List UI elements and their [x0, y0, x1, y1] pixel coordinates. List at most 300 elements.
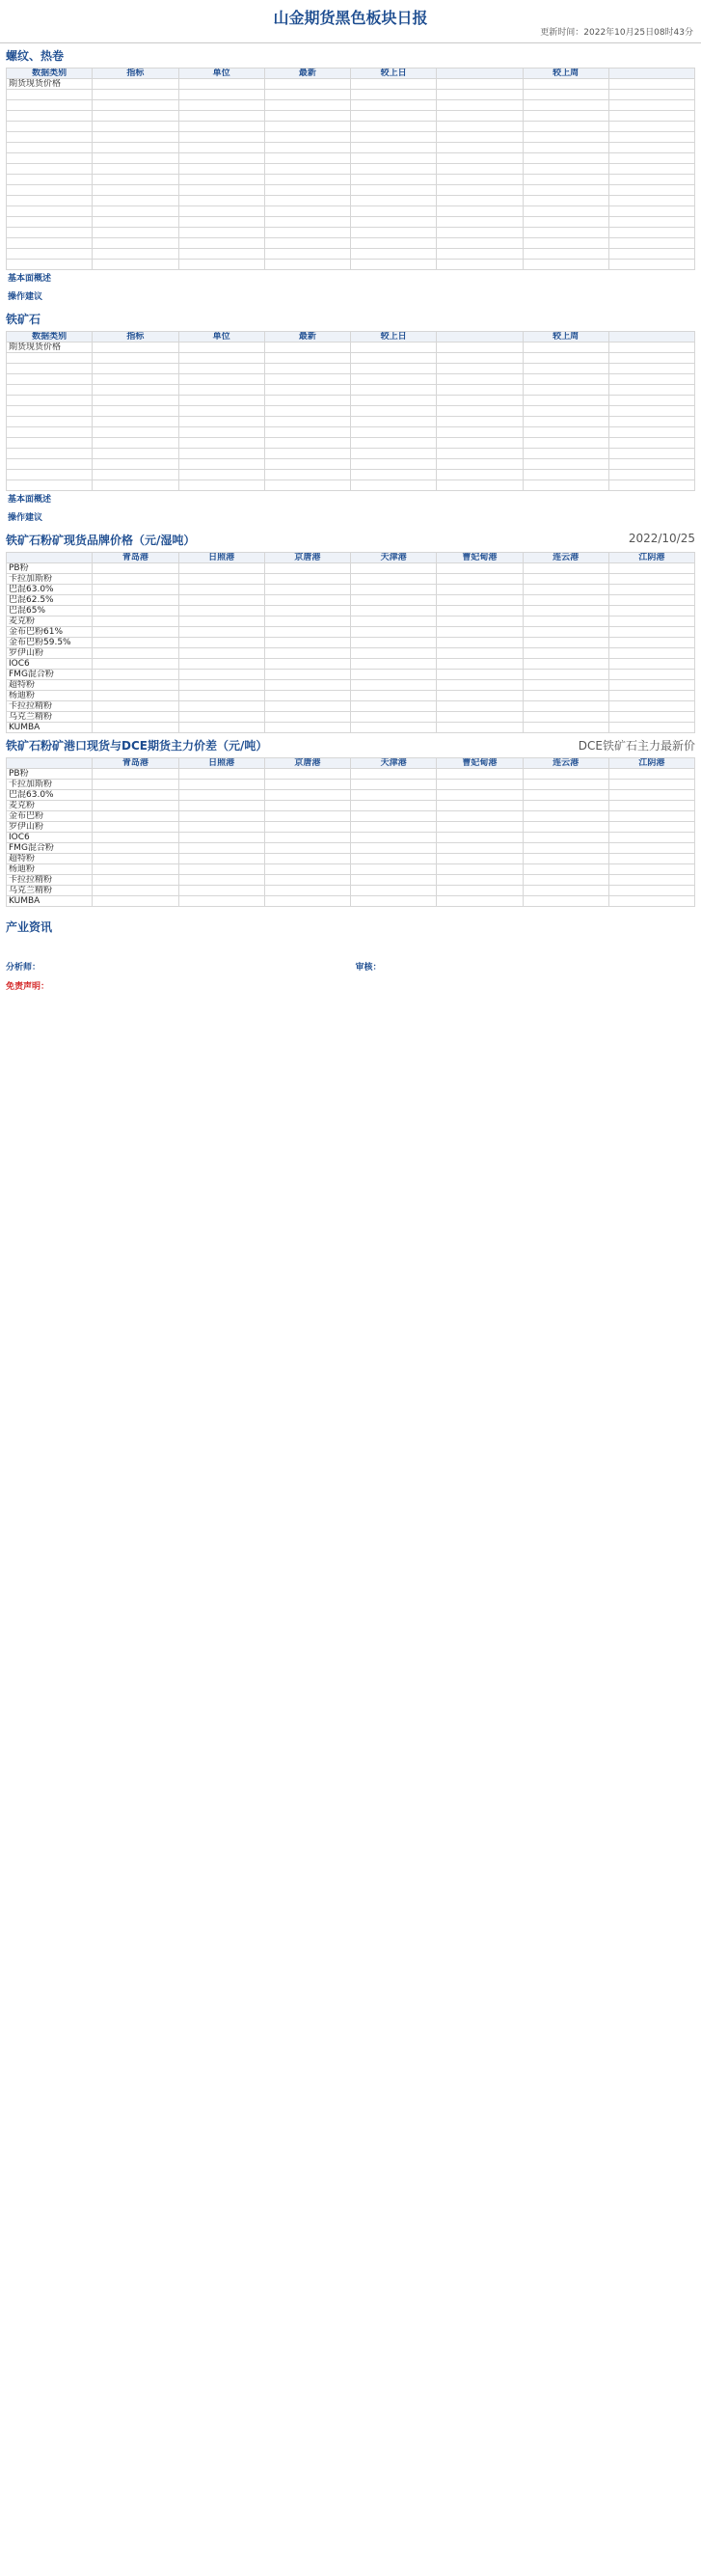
table-cell	[178, 638, 264, 648]
table-cell	[7, 480, 93, 491]
table-cell	[93, 175, 178, 185]
disclaimer-text	[6, 993, 695, 1000]
table-cell	[608, 249, 694, 260]
table-cell	[351, 680, 437, 691]
table-cell	[351, 406, 437, 417]
table-cell	[7, 185, 93, 196]
table-cell	[437, 132, 523, 143]
table-cell	[178, 79, 264, 90]
table-row	[7, 249, 695, 260]
table-cell: 巴混65%	[7, 606, 93, 617]
table-cell	[523, 185, 608, 196]
table-cell: 巴混63.0%	[7, 585, 93, 595]
section-brand-prices	[6, 528, 695, 733]
table-cell	[437, 864, 523, 875]
table-cell	[264, 353, 350, 364]
table-cell	[608, 864, 694, 875]
table-cell	[178, 595, 264, 606]
table-cell	[178, 364, 264, 374]
table-row	[7, 438, 695, 449]
col-header: 天津港	[351, 758, 437, 769]
col-header: 最新	[264, 69, 350, 79]
table-cell	[437, 790, 523, 801]
table-cell: 巴混62.5%	[7, 595, 93, 606]
table-cell	[178, 374, 264, 385]
table-cell	[264, 111, 350, 122]
table-cell	[608, 563, 694, 574]
table-cell	[264, 470, 350, 480]
table-cell	[351, 585, 437, 595]
table-cell	[178, 833, 264, 843]
table-cell	[523, 364, 608, 374]
col-header: 较上周	[523, 332, 608, 343]
table-cell	[264, 238, 350, 249]
table-cell: 罗伊山粉	[7, 648, 93, 659]
table-cell	[93, 470, 178, 480]
table-cell	[351, 595, 437, 606]
table-cell	[351, 691, 437, 701]
table-cell	[351, 79, 437, 90]
table-cell	[351, 886, 437, 896]
table-cell	[351, 175, 437, 185]
table-cell	[264, 480, 350, 491]
table-cell: 卡拉加斯粉	[7, 780, 93, 790]
section-title: 铁矿石	[6, 313, 41, 326]
table-cell	[608, 353, 694, 364]
table-cell	[264, 886, 350, 896]
table-cell	[264, 896, 350, 907]
ops-block	[6, 288, 695, 307]
table-cell	[523, 427, 608, 438]
spread-row	[7, 769, 695, 780]
col-header: 较上日	[351, 69, 437, 79]
table-row	[7, 175, 695, 185]
table-cell	[264, 459, 350, 470]
table-cell	[351, 617, 437, 627]
table-cell	[351, 801, 437, 811]
table-cell	[437, 238, 523, 249]
table-cell	[608, 449, 694, 459]
table-cell	[437, 449, 523, 459]
table-cell	[523, 875, 608, 886]
table-cell	[351, 385, 437, 396]
table-cell: FMG混合粉	[7, 670, 93, 680]
table-cell	[264, 427, 350, 438]
table-cell	[178, 385, 264, 396]
table-cell	[178, 164, 264, 175]
table-row	[7, 449, 695, 459]
table-cell	[608, 175, 694, 185]
table-cell	[608, 438, 694, 449]
table-cell	[178, 854, 264, 864]
table-cell	[523, 470, 608, 480]
table-cell	[264, 196, 350, 206]
table-cell	[178, 670, 264, 680]
table-cell	[523, 449, 608, 459]
table-cell	[178, 617, 264, 627]
table-cell	[523, 343, 608, 353]
table-cell	[608, 659, 694, 670]
table-cell: KUMBA	[7, 723, 93, 733]
table-cell	[608, 723, 694, 733]
table-cell	[608, 480, 694, 491]
table-row	[7, 470, 695, 480]
table-cell	[178, 122, 264, 132]
table-cell	[264, 217, 350, 228]
table-cell	[437, 111, 523, 122]
table-cell	[93, 374, 178, 385]
table-cell	[93, 385, 178, 396]
table-cell	[351, 260, 437, 270]
table-cell	[93, 249, 178, 260]
spread-row	[7, 864, 695, 875]
table-cell	[608, 670, 694, 680]
table-cell	[437, 417, 523, 427]
table-cell	[7, 217, 93, 228]
table-cell	[178, 822, 264, 833]
table-cell	[178, 111, 264, 122]
table-cell	[351, 132, 437, 143]
table-cell	[264, 364, 350, 374]
spread-row	[7, 833, 695, 843]
table-cell	[523, 617, 608, 627]
table-cell	[264, 164, 350, 175]
table-cell	[7, 164, 93, 175]
table-cell	[523, 228, 608, 238]
table-cell	[178, 585, 264, 595]
col-header: 较上周	[523, 69, 608, 79]
brand-row	[7, 574, 695, 585]
table-cell	[264, 185, 350, 196]
industry-p2	[6, 946, 695, 954]
table-cell	[437, 228, 523, 238]
table-cell	[264, 595, 350, 606]
table-cell	[437, 196, 523, 206]
table-cell	[264, 90, 350, 100]
table-cell	[178, 811, 264, 822]
table-cell	[93, 670, 178, 680]
table-cell	[264, 801, 350, 811]
table-cell	[523, 406, 608, 417]
table-cell	[523, 175, 608, 185]
table-cell	[608, 385, 694, 396]
brand-row	[7, 627, 695, 638]
table-cell	[93, 196, 178, 206]
table-cell	[7, 90, 93, 100]
section-title: 螺纹、热卷	[6, 49, 65, 63]
table-cell	[93, 185, 178, 196]
table-cell	[7, 196, 93, 206]
table-cell	[264, 343, 350, 353]
table-row	[7, 164, 695, 175]
table-cell	[178, 886, 264, 896]
table-cell	[523, 196, 608, 206]
table-row	[7, 185, 695, 196]
table-cell	[351, 864, 437, 875]
brand-row	[7, 595, 695, 606]
table-cell	[523, 217, 608, 228]
table-cell	[264, 143, 350, 153]
table-cell	[608, 780, 694, 790]
table-cell	[437, 691, 523, 701]
table-cell	[93, 364, 178, 374]
table-cell	[264, 385, 350, 396]
table-cell	[351, 670, 437, 680]
table-cell	[7, 438, 93, 449]
table-cell	[608, 396, 694, 406]
table-cell	[608, 427, 694, 438]
table-cell	[437, 723, 523, 733]
table-cell	[608, 343, 694, 353]
table-cell	[178, 238, 264, 249]
brand-row	[7, 638, 695, 648]
table-cell: 乌克兰精粉	[7, 886, 93, 896]
table-cell	[178, 185, 264, 196]
table-cell	[523, 111, 608, 122]
col-header: 青岛港	[93, 553, 178, 563]
table-cell	[351, 896, 437, 907]
table-cell	[437, 712, 523, 723]
table-cell	[608, 100, 694, 111]
disclaimer	[6, 981, 695, 1000]
table-cell: 巴混63.0%	[7, 790, 93, 801]
table-cell: FMG混合粉	[7, 843, 93, 854]
table-cell	[93, 132, 178, 143]
table-cell: 金布巴粉61%	[7, 627, 93, 638]
table-cell	[178, 864, 264, 875]
table-cell	[523, 238, 608, 249]
table-cell	[7, 385, 93, 396]
table-cell	[178, 606, 264, 617]
col-header: 江阴港	[608, 758, 694, 769]
analyst-block	[6, 962, 695, 973]
table-cell	[608, 833, 694, 843]
table-cell	[93, 801, 178, 811]
brand-row	[7, 659, 695, 670]
table-cell	[523, 843, 608, 854]
table-cell	[264, 811, 350, 822]
table-cell	[608, 822, 694, 833]
table-cell	[93, 790, 178, 801]
table-cell: 麦克粉	[7, 801, 93, 811]
table-cell	[523, 385, 608, 396]
table-cell	[264, 701, 350, 712]
table-cell	[93, 228, 178, 238]
brand-row	[7, 680, 695, 691]
col-header: 日照港	[178, 553, 264, 563]
table-cell	[437, 406, 523, 417]
table-cell	[351, 238, 437, 249]
table-cell	[523, 353, 608, 364]
table-cell	[437, 617, 523, 627]
table-cell	[437, 185, 523, 196]
table-cell	[7, 364, 93, 374]
table-cell	[351, 427, 437, 438]
col-header: 曹妃甸港	[437, 758, 523, 769]
spread-row	[7, 822, 695, 833]
table-cell	[437, 353, 523, 364]
header	[0, 0, 701, 43]
table-cell	[437, 217, 523, 228]
table-cell	[608, 712, 694, 723]
table-cell	[523, 153, 608, 164]
table-cell	[608, 801, 694, 811]
table-cell	[351, 854, 437, 864]
table-cell	[93, 691, 178, 701]
section-rebar-hrc	[6, 43, 695, 307]
table-cell: 麦克粉	[7, 617, 93, 627]
table-cell	[437, 595, 523, 606]
col-header: 京唐港	[264, 758, 350, 769]
table-cell	[437, 780, 523, 790]
table-cell	[523, 896, 608, 907]
table-cell	[351, 449, 437, 459]
table-cell	[264, 843, 350, 854]
table-cell	[437, 638, 523, 648]
table-cell	[7, 238, 93, 249]
table-cell	[608, 122, 694, 132]
table-cell	[178, 132, 264, 143]
col-header	[608, 332, 694, 343]
table-row	[7, 353, 695, 364]
table-cell	[523, 886, 608, 896]
table-cell	[351, 701, 437, 712]
table-cell	[93, 638, 178, 648]
table-cell	[437, 206, 523, 217]
table-cell	[264, 374, 350, 385]
table-cell	[437, 385, 523, 396]
table-cell	[264, 249, 350, 260]
col-header	[7, 553, 93, 563]
summary-block	[6, 491, 695, 509]
table-cell	[93, 449, 178, 459]
table-cell	[523, 659, 608, 670]
table-cell	[93, 769, 178, 780]
table-cell	[178, 175, 264, 185]
table-cell	[93, 627, 178, 638]
data-table	[6, 331, 695, 491]
table-cell	[93, 406, 178, 417]
table-cell	[93, 353, 178, 364]
table-cell	[523, 833, 608, 843]
table-cell	[437, 886, 523, 896]
table-cell	[437, 833, 523, 843]
table-cell	[351, 659, 437, 670]
table-cell	[351, 396, 437, 406]
table-cell	[264, 638, 350, 648]
table-cell	[178, 228, 264, 238]
table-cell	[93, 563, 178, 574]
table-cell	[178, 100, 264, 111]
table-cell	[178, 480, 264, 491]
table-cell	[178, 723, 264, 733]
table-cell	[93, 843, 178, 854]
table-row	[7, 385, 695, 396]
table-cell	[351, 480, 437, 491]
table-cell	[523, 606, 608, 617]
table-cell	[523, 638, 608, 648]
table-cell	[264, 712, 350, 723]
brand-row	[7, 691, 695, 701]
table-cell	[93, 595, 178, 606]
table-cell	[93, 459, 178, 470]
table-cell	[351, 111, 437, 122]
spread-row	[7, 854, 695, 864]
table-cell	[264, 79, 350, 90]
table-cell	[93, 701, 178, 712]
brand-row	[7, 606, 695, 617]
table-cell	[7, 153, 93, 164]
table-cell	[178, 896, 264, 907]
spread-note	[6, 907, 695, 915]
table-cell	[178, 712, 264, 723]
table-cell	[437, 801, 523, 811]
table-cell: 乌克兰精粉	[7, 712, 93, 723]
brand-row	[7, 670, 695, 680]
table-cell	[264, 260, 350, 270]
table-cell	[178, 790, 264, 801]
disclaimer-title: 免责声明：	[6, 982, 50, 992]
table-cell	[608, 585, 694, 595]
table-cell	[351, 470, 437, 480]
table-cell	[523, 780, 608, 790]
table-cell	[178, 470, 264, 480]
table-cell	[264, 122, 350, 132]
table-cell	[264, 132, 350, 143]
table-cell	[178, 843, 264, 854]
table-cell	[93, 164, 178, 175]
table-row	[7, 480, 695, 491]
table-cell	[178, 780, 264, 790]
col-header: 指标	[93, 69, 178, 79]
table-cell	[608, 648, 694, 659]
table-cell	[608, 364, 694, 374]
table-cell	[264, 854, 350, 864]
col-header: 较上日	[351, 332, 437, 343]
table-cell	[93, 875, 178, 886]
table-cell	[7, 143, 93, 153]
spread-row	[7, 886, 695, 896]
table-row	[7, 343, 695, 353]
table-cell	[351, 153, 437, 164]
table-cell	[351, 627, 437, 638]
table-cell	[523, 723, 608, 733]
table-cell	[351, 196, 437, 206]
table-cell	[608, 238, 694, 249]
table-cell	[178, 459, 264, 470]
table-row	[7, 206, 695, 217]
table-cell	[523, 374, 608, 385]
table-cell	[351, 206, 437, 217]
table-cell	[93, 438, 178, 449]
table-cell	[523, 249, 608, 260]
table-cell	[264, 864, 350, 875]
table-cell	[264, 875, 350, 886]
table-cell: IOC6	[7, 659, 93, 670]
table-cell	[351, 164, 437, 175]
table-row	[7, 132, 695, 143]
table-cell: 金布巴粉	[7, 811, 93, 822]
table-cell	[7, 111, 93, 122]
industry-title: 产业资讯	[6, 920, 53, 934]
table-cell	[437, 164, 523, 175]
table-cell	[264, 648, 350, 659]
table-cell	[608, 606, 694, 617]
col-header: 连云港	[523, 758, 608, 769]
table-cell	[437, 701, 523, 712]
table-cell	[178, 875, 264, 886]
table-cell	[264, 449, 350, 459]
